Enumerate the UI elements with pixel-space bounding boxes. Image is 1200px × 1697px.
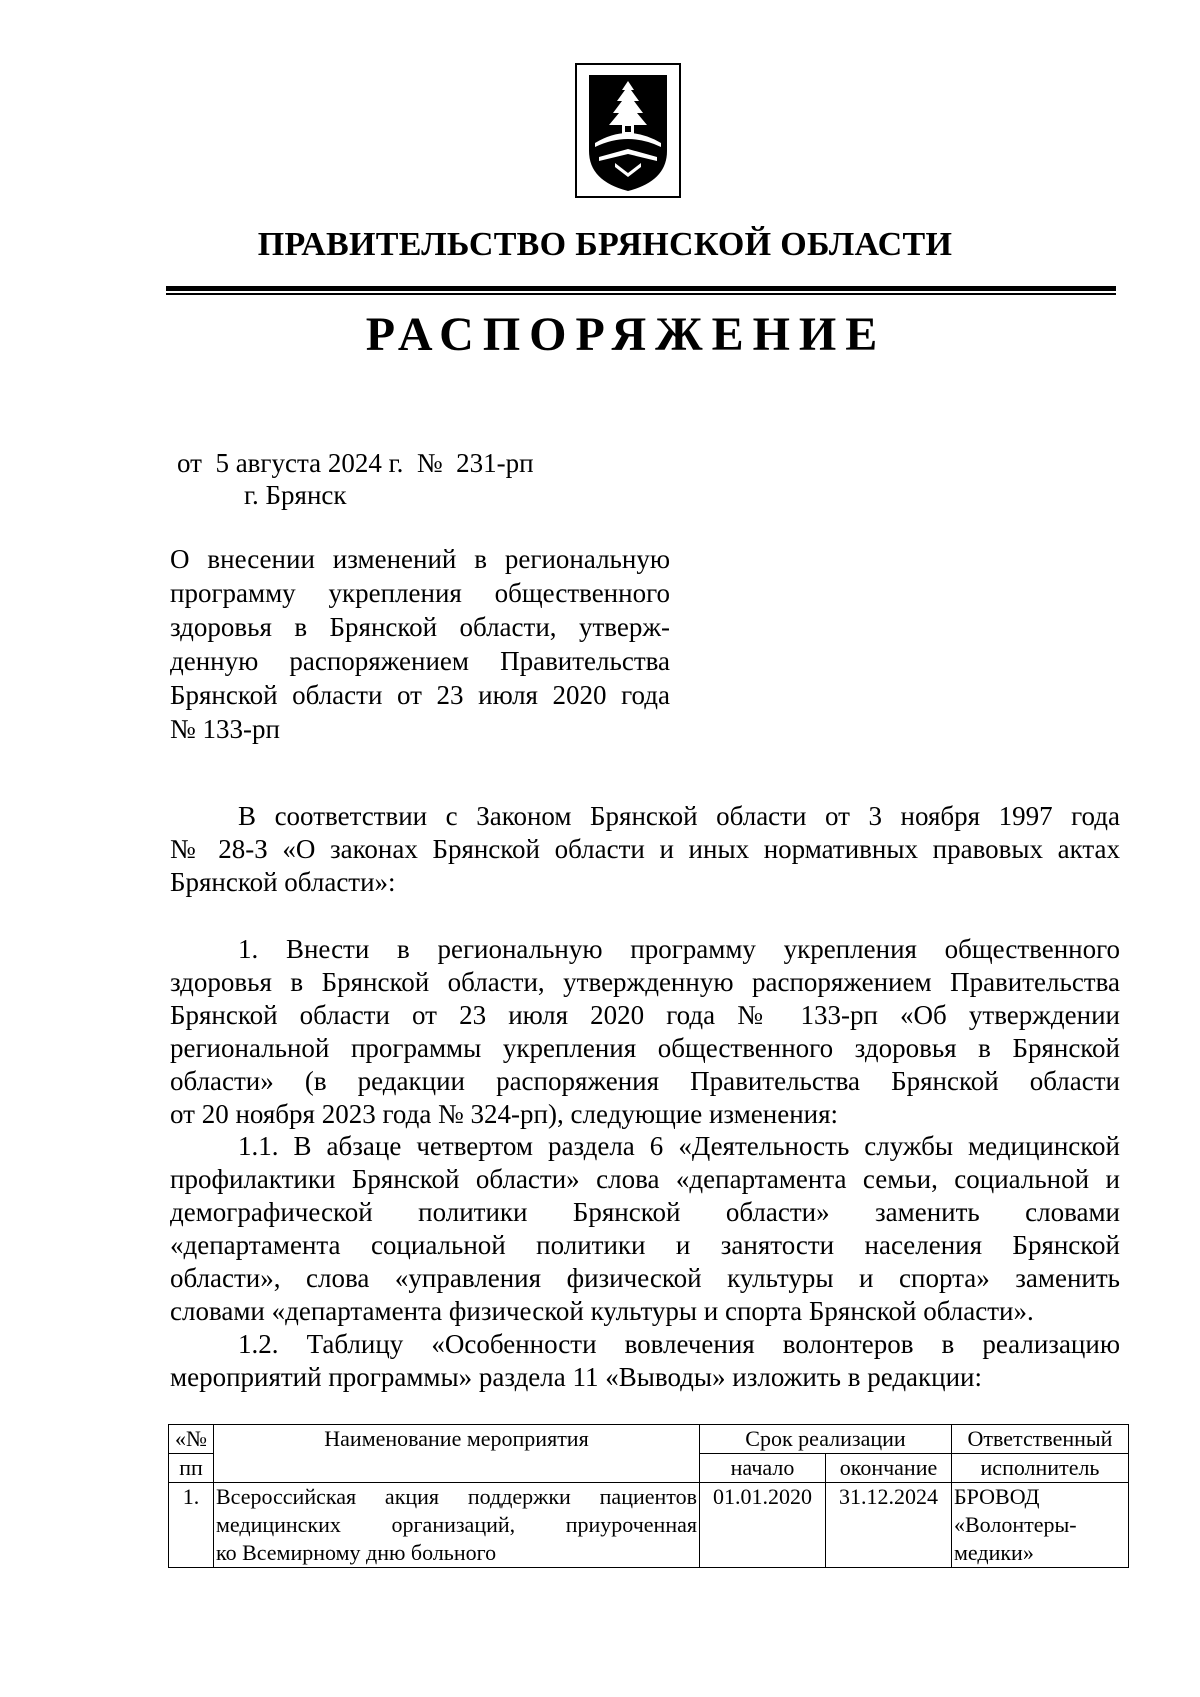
- document-city: г. Брянск: [244, 480, 347, 510]
- header-start: начало: [700, 1454, 826, 1483]
- header-rule-thin: [166, 293, 1116, 295]
- item-1-paragraph: [170, 933, 1120, 1131]
- body-line: Брянской области»:: [170, 867, 396, 897]
- body-line: профилактики Брянской области» слова «департамента семьи, социальной и: [170, 1164, 1120, 1194]
- document-type-title: РАСПОРЯЖЕНИЕ: [365, 308, 887, 361]
- row-num: 1.: [169, 1483, 214, 1568]
- body-line: В соответствии с Законом Брянской области от 3 ноября 1997 года: [238, 801, 1120, 831]
- row-exec: [952, 1483, 1129, 1568]
- header-num-bottom: пп: [169, 1454, 214, 1483]
- body-line: 1. Внести в региональную программу укрепления общественного: [238, 934, 1120, 964]
- subject-line: здоровья в Брянской области, утверж-: [170, 612, 670, 642]
- table-row: [169, 1483, 1129, 1568]
- table-header-row: [169, 1425, 1129, 1454]
- row-exec-line: БРОВОД: [954, 1484, 1040, 1509]
- subject-line: Брянской области от 23 июля 2020 года: [170, 680, 670, 710]
- document-date-number: от 5 августа 2024 г. № 231-рп: [177, 448, 534, 478]
- subject-line: денную распоряжением Правительства: [170, 646, 670, 676]
- row-exec-line: «Волонтеры-: [954, 1512, 1077, 1537]
- body-line: «департамента социальной политики и занятости населения Брянской: [170, 1230, 1120, 1260]
- row-end: 31.12.2024: [826, 1483, 952, 1568]
- body-line: от 20 ноября 2023 года № 324-рп), следующие изменения:: [170, 1099, 839, 1129]
- body-line: мероприятий программы» раздела 11 «Выводы» изложить в редакции:: [170, 1362, 983, 1392]
- body-line: региональной программы укрепления общественного здоровья в Брянской: [170, 1033, 1120, 1063]
- body-line: № 28-З «О законах Брянской области и иных нормативных правовых актах: [170, 834, 1120, 864]
- header-name: Наименование мероприятия: [214, 1425, 700, 1483]
- header-exec-top: Ответственный: [952, 1425, 1129, 1454]
- row-name: [214, 1483, 700, 1568]
- coat-of-arms-icon: [575, 63, 681, 198]
- item-1-2-paragraph: [170, 1328, 1120, 1394]
- item-1-1-paragraph: [170, 1130, 1120, 1328]
- body-line: словами «департамента физической культуры и спорта Брянской области».: [170, 1296, 1034, 1326]
- body-line: области» (в редакции распоряжения Правительства Брянской области: [170, 1066, 1120, 1096]
- row-name-line: Всероссийская акция поддержки пациентов: [216, 1484, 697, 1509]
- document-subject: [170, 542, 670, 746]
- body-line: области», слова «управления физической культуры и спорта» заменить: [170, 1263, 1120, 1293]
- header-num-top: «№: [169, 1425, 214, 1454]
- header-rule-thick: [166, 286, 1116, 291]
- subject-line: № 133-рп: [170, 714, 280, 744]
- body-line: 1.2. Таблицу «Особенности вовлечения волонтеров в реализацию: [238, 1329, 1120, 1359]
- header-exec-bottom: исполнитель: [952, 1454, 1129, 1483]
- header-end: окончание: [826, 1454, 952, 1483]
- preamble-paragraph: [170, 800, 1120, 899]
- subject-line: программу укрепления общественного: [170, 578, 670, 608]
- row-name-line: медицинских организаций, приуроченная: [216, 1512, 697, 1537]
- row-exec-line: медики»: [954, 1540, 1034, 1565]
- row-start: 01.01.2020: [700, 1483, 826, 1568]
- body-line: здоровья в Брянской области, утвержденную распоряжением Правительства: [170, 967, 1120, 997]
- volunteer-events-table: [168, 1424, 1129, 1568]
- body-line: демографической политики Брянской области» заменить словами: [170, 1197, 1120, 1227]
- body-line: Брянской области от 23 июля 2020 года № 133-рп «Об утверждении: [170, 1000, 1120, 1030]
- body-line: 1.1. В абзаце четвертом раздела 6 «Деятельность службы медицинской: [238, 1131, 1120, 1161]
- organization-title: ПРАВИТЕЛЬСТВО БРЯНСКОЙ ОБЛАСТИ: [257, 226, 953, 263]
- row-name-line: ко Всемирному дню больного: [216, 1540, 497, 1565]
- subject-line: О внесении изменений в региональную: [170, 544, 670, 574]
- header-period: Срок реализации: [700, 1425, 952, 1454]
